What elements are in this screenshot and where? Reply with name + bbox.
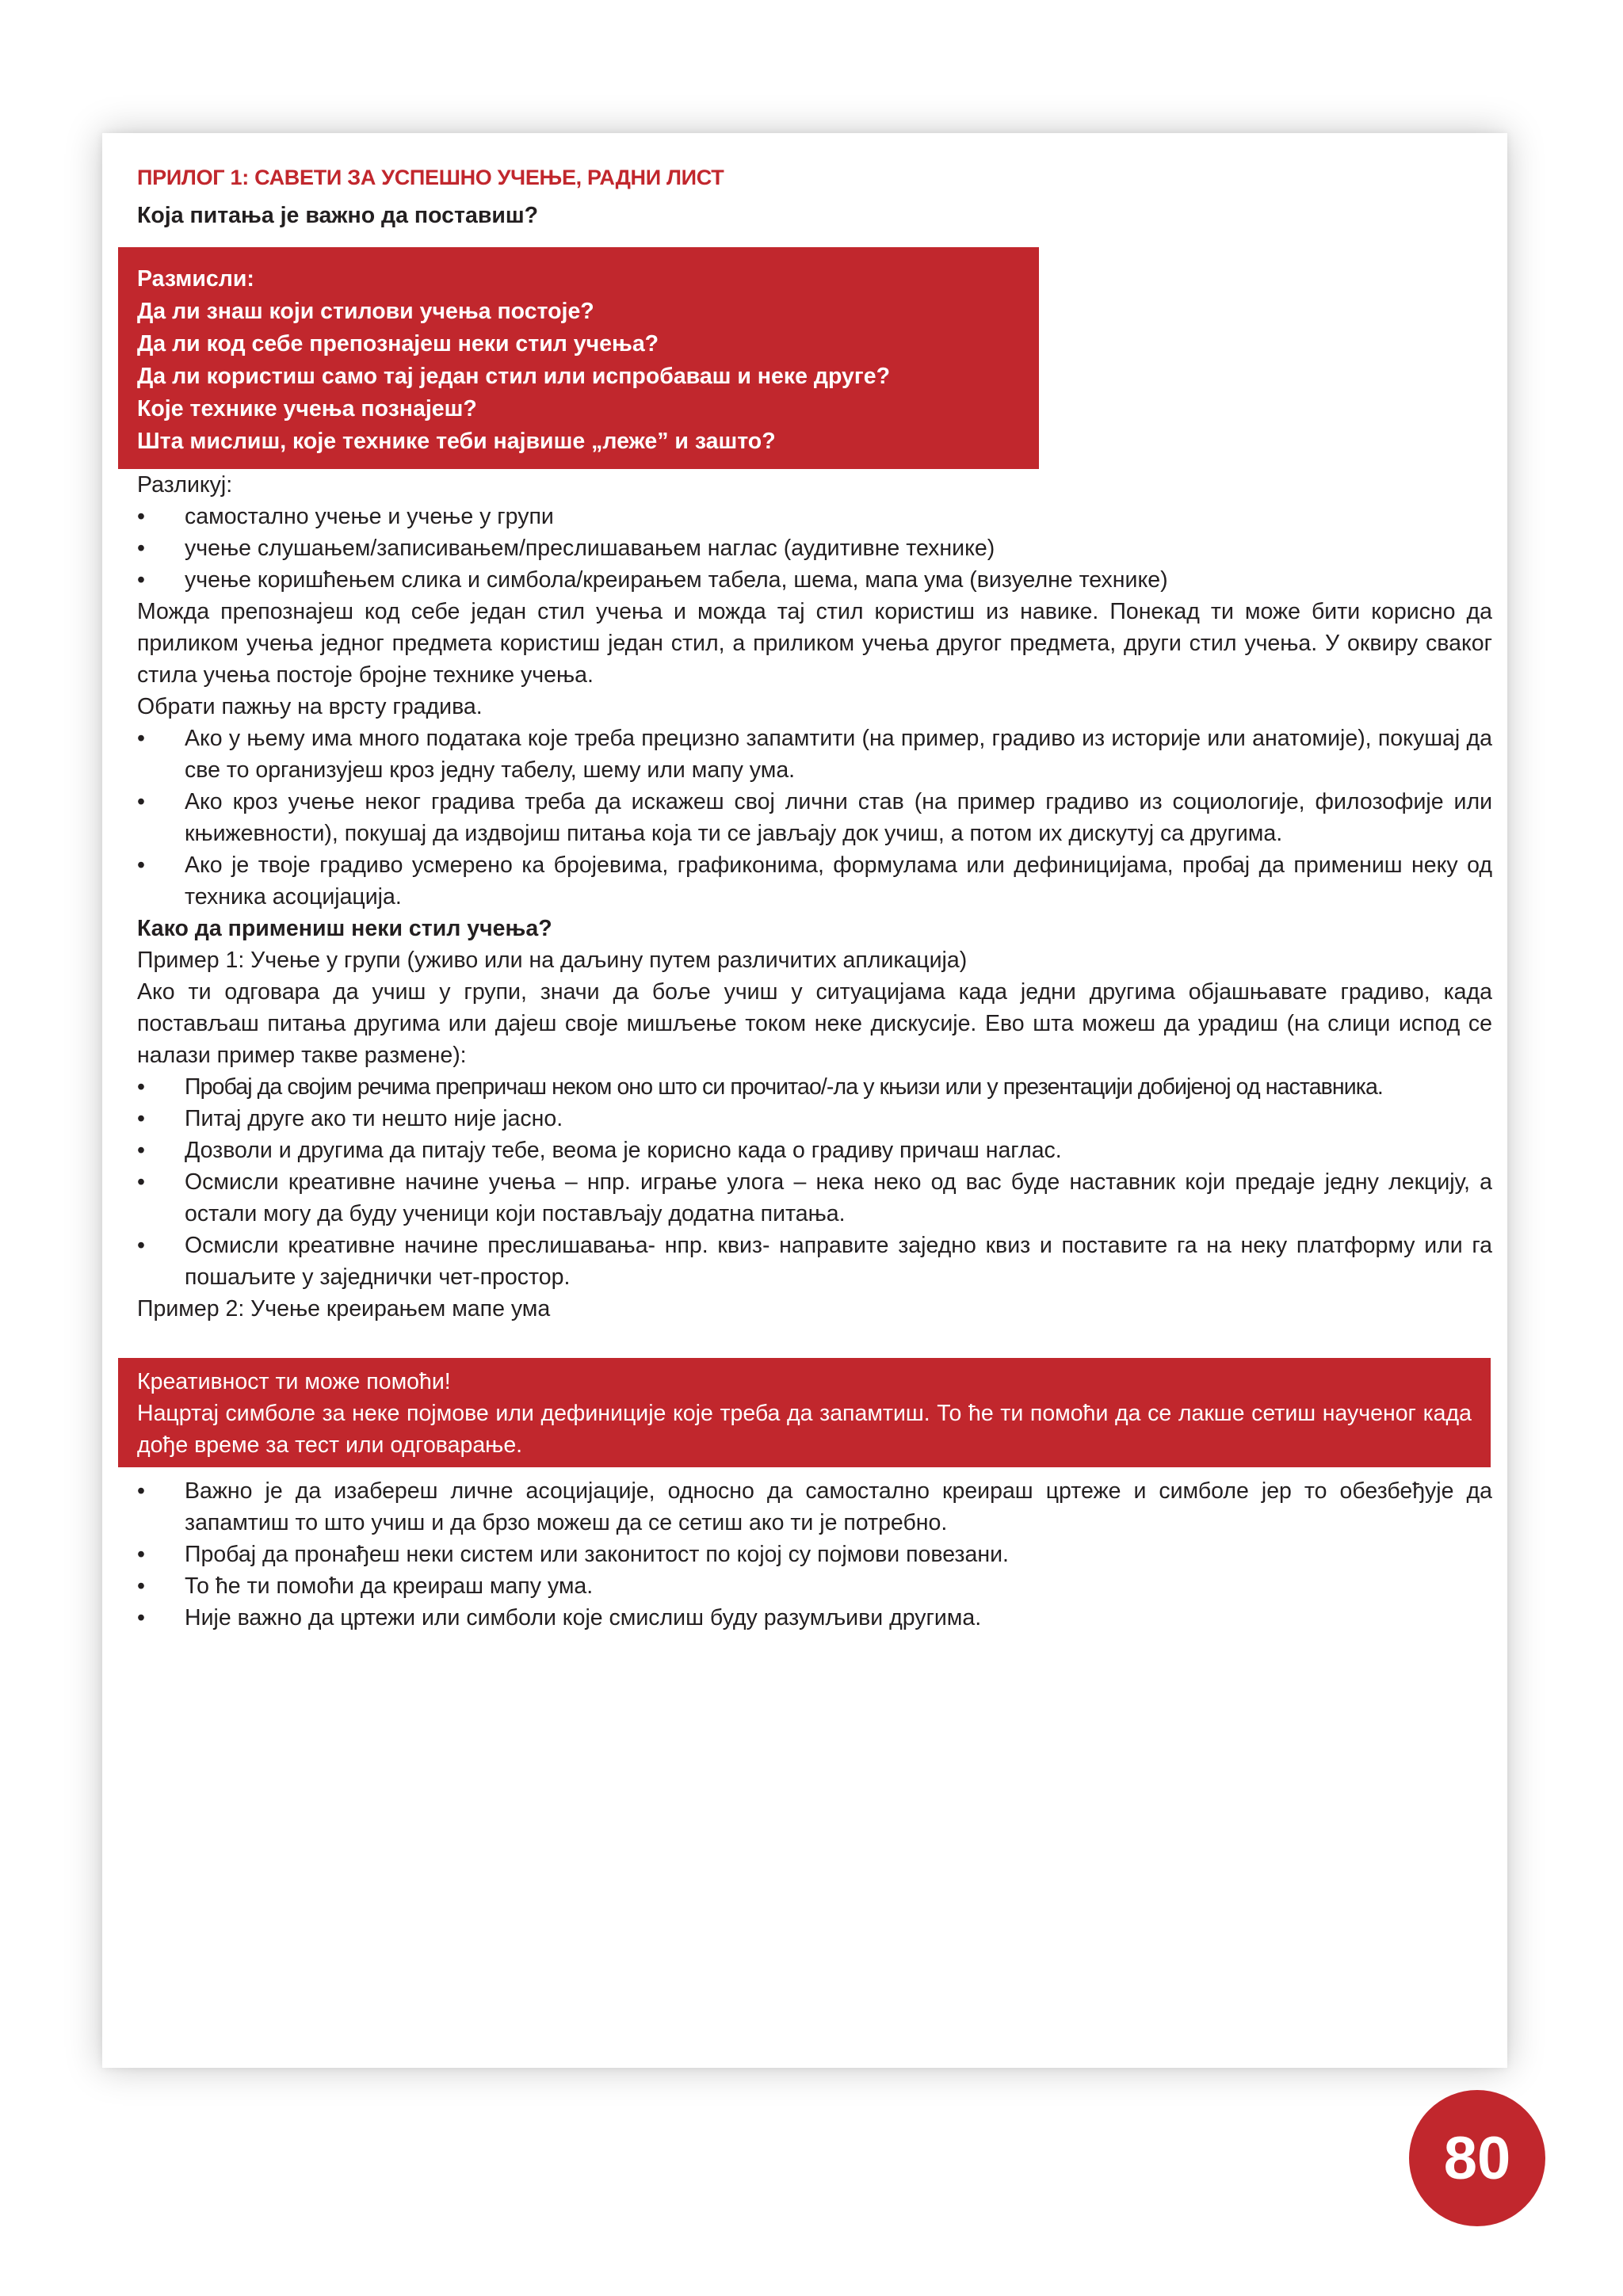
example1-paragraph: Ако ти одговара да учиш у групи, значи да боље учиш у ситуацијама када једни другима објашњавате градиво, када постављаш питања другима или дајеш своје мишљење током неке дискусије. Ево шта можеш да урадиш (на слици испод се налази пример такве размене): xyxy=(137,979,1492,1068)
list-item: • То ће ти помоћи да креираш мапу ума. xyxy=(137,1570,1492,1602)
list-item: • учење слушањем/записивањем/преслишавањем наглас (аудитивне технике) xyxy=(137,532,1492,564)
list-item: • Важно је да изабереш личне асоцијације, односно да самостално креираш цртеже и симболе јер то обезбеђује да запамтиш то што учиш и да брзо можеш да се сетиш ако ти је потребно. xyxy=(137,1475,1492,1539)
list-item: • Пробај да пронађеш неки систем или законитост по којој су појмови повезани. xyxy=(137,1539,1492,1570)
list-item: • учење коришћењем слика и симбола/креирањем табела, шема, мапа ума (визуелне технике) xyxy=(137,564,1492,596)
think-box-line: Да ли користиш само тај један стил или испробаваш и неке друге? xyxy=(137,364,890,389)
creativity-box-heading: Креативност ти може помоћи! xyxy=(137,1369,451,1394)
think-box-heading: Размисли: xyxy=(137,266,254,292)
creativity-box-text: Нацртај симболе за неке појмове или дефиниције које треба да запамтиш. То ће ти помоћи да се лакше сетиш наученог када дође време за тест или одговарање. xyxy=(137,1401,1472,1458)
list-item: • Ако у њему има много података које треба прецизно запамтити (на пример, градиво из историје или анатомије), покушај да све то организујеш кроз једну табелу, шему или мапу ума. xyxy=(137,723,1492,786)
think-box-line: Које технике учења познајеш? xyxy=(137,396,477,421)
page-title: ПРИЛОГ 1: САВЕТИ ЗА УСПЕШНО УЧЕЊЕ, РАДНИ ЛИСТ xyxy=(137,166,724,189)
distinguish-list xyxy=(137,501,1492,596)
apply-heading: Како да примениш неки стил учења? xyxy=(137,916,552,941)
key-question: Која питања је важно да поставиш? xyxy=(137,203,539,228)
page-number-badge: 80 xyxy=(1409,2090,1545,2226)
material-intro: Обрати пажњу на врсту градива. xyxy=(137,694,483,719)
page-sheet xyxy=(102,133,1507,2068)
list-item: • Осмисли креативне начине преслишавања- нпр. квиз- направите заједно квиз и поставите га на неку платформу или га пошаљите у заједнички чет-простор. xyxy=(137,1230,1492,1293)
think-box-line: Да ли код себе препознајеш неки стил учења? xyxy=(137,331,659,357)
think-box-line: Шта мислиш, које технике теби највише „леже” и зашто? xyxy=(137,429,776,454)
creativity-box xyxy=(118,1358,1491,1467)
list-item: • Ако је твоје градиво усмерено ка бројевима, графиконима, формулама или дефиницијама, пробај да примениш неку од техника асоцијација. xyxy=(137,849,1492,913)
list-item: • Питај друге ако ти нешто није јасно. xyxy=(137,1103,1492,1135)
example1-title: Пример 1: Учење у групи (уживо или на даљину путем различитих апликација) xyxy=(137,948,968,973)
material-list xyxy=(137,723,1492,913)
distinguish-intro: Разликуј: xyxy=(137,472,233,498)
list-item: • самостално учење и учење у групи xyxy=(137,501,1492,532)
example2-title: Пример 2: Учење креирањем мапе ума xyxy=(137,1296,551,1322)
think-box-line: Да ли знаш који стилови учења постоје? xyxy=(137,299,594,324)
think-box xyxy=(118,247,1039,469)
mindmap-list xyxy=(137,1475,1492,1634)
list-item: • Осмисли креативне начине учења – нпр. играње улога – нека неко од вас буде наставник који предаје једну лекцију, а остали могу да буду ученици који постављају додатна питања. xyxy=(137,1166,1492,1230)
list-item: • Дозволи и другима да питају тебе, веома је корисно када о градиву причаш наглас. xyxy=(137,1135,1492,1166)
list-item: • Ако кроз учење неког градива треба да искажеш свој лични став (на пример градиво из социологије, филозофије или књижевности), покушај да издвојиш питања која ти се јављају док учиш, а потом их дискутуј са другима. xyxy=(137,786,1492,849)
example1-list xyxy=(137,1071,1492,1293)
paragraph-styles: Можда препознајеш код себе један стил учења и можда тај стил користиш из навике. Понекад ти може бити корисно да приликом учења једног предмета користиш један стил, а приликом учења другог предмета, други стил учења. У оквиру сваког стила учења постоје бројне технике учења. xyxy=(137,599,1492,688)
page-content xyxy=(137,162,1492,1634)
list-item: • Пробај да својим речима препричаш неком оно што си прочитао/-ла у књизи или у презентацији добијеној од наставника. xyxy=(137,1071,1492,1103)
list-item: • Није важно да цртежи или симболи које смислиш буду разумљиви другима. xyxy=(137,1602,1492,1634)
